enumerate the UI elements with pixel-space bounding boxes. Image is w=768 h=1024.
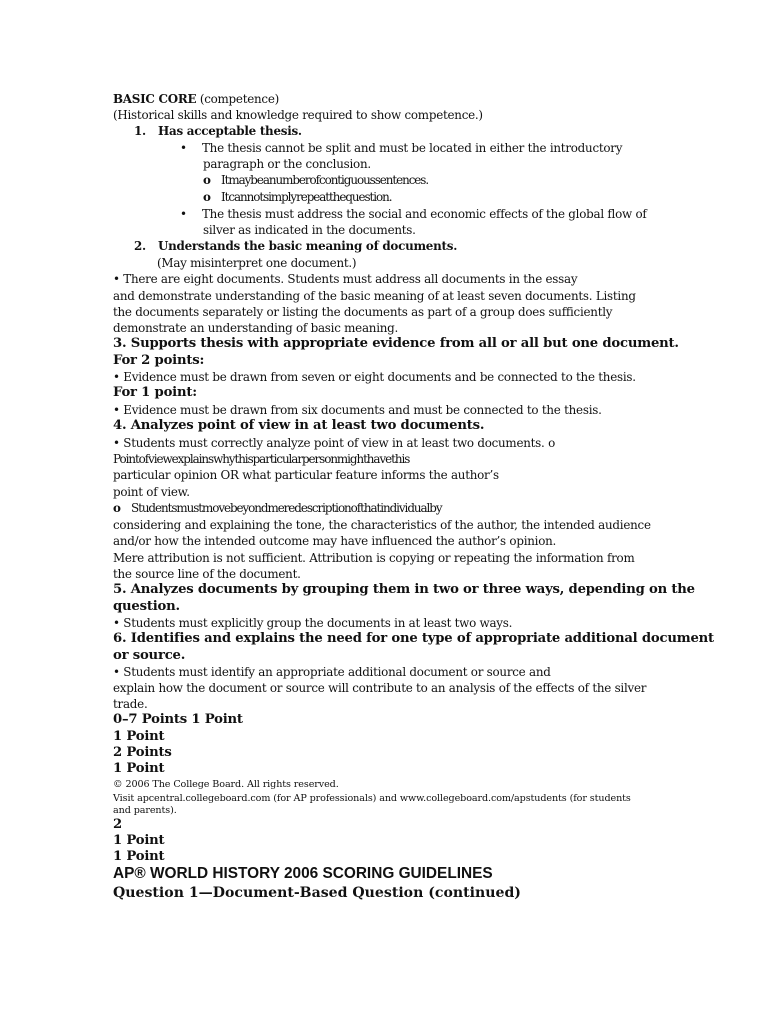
points-line-5: 1 Point: [113, 833, 165, 848]
item-4-title: 4. Analyzes point of view in at least two documents.: [113, 418, 485, 433]
item-1-title: Has acceptable thesis.: [158, 124, 302, 138]
item-4-line-4: point of view.: [113, 485, 190, 499]
item-3-two-points-label: For 2 points:: [113, 353, 205, 368]
visit-line-1: Visit apcentral.collegeboard.com (for AP professionals) and www.collegeboard.com/apstudents (for students: [113, 793, 631, 804]
points-line-3: 2 Points: [113, 745, 172, 760]
basic-core-heading: [113, 91, 279, 107]
item-4-line-3: particular opinion OR what particular feature informs the author’s: [113, 468, 499, 482]
item-4-line-9: the source line of the document.: [113, 567, 301, 581]
item-1-bullet-b: [180, 206, 647, 222]
visit-line-2: and parents).: [113, 805, 177, 816]
item-4-line-6: considering and explaining the tone, the characteristics of the author, the intended audience: [113, 518, 651, 532]
circle-bullet-icon: o: [203, 173, 210, 187]
circle-bullet-icon: o: [113, 501, 120, 515]
item-5-title-line-1: 5. Analyzes documents by grouping them in two or three ways, depending on the: [113, 582, 695, 597]
item-1-sub-bullet-1: [203, 172, 428, 188]
item-1-sub-bullet-1-text: Itmaybeanumberofcontiguoussentences.: [221, 173, 429, 187]
item-6-title-line-2: or source.: [113, 648, 186, 663]
item-3-title: 3. Supports thesis with appropriate evidence from all or all but one document.: [113, 336, 679, 351]
item-4-line-7: and/or how the intended outcome may have influenced the author’s opinion.: [113, 534, 557, 548]
item-6-text-line-3: trade.: [113, 697, 148, 711]
scoring-guidelines-heading: AP® WORLD HISTORY 2006 SCORING GUIDELINES: [113, 865, 493, 882]
item-6-text-line-2: explain how the document or source will contribute to an analysis of the effects of the silver: [113, 681, 647, 695]
item-1-heading: [134, 123, 302, 139]
item-5-title-line-2: question.: [113, 599, 180, 614]
copyright-line: © 2006 The College Board. All rights reserved.: [113, 779, 339, 790]
item-2-text-line-2: and demonstrate understanding of the basic meaning of at least seven documents. Listing: [113, 289, 636, 303]
item-1-bullet-b-line-1: The thesis must address the social and economic effects of the global flow of: [202, 207, 647, 221]
bullet-icon: •: [180, 141, 187, 155]
item-2-title: Understands the basic meaning of documents.: [158, 239, 458, 253]
item-2-heading: [134, 238, 457, 254]
circle-bullet-icon: o: [203, 190, 210, 204]
item-2-note: (May misinterpret one document.): [157, 256, 357, 270]
item-1-bullet-a-line-2: paragraph or the conclusion.: [203, 157, 371, 171]
item-6-text-line-1: • Students must identify an appropriate additional document or source and: [113, 665, 551, 679]
item-4-line-1: • Students must correctly analyze point of view in at least two documents. o: [113, 436, 556, 450]
item-2-number: 2.: [134, 239, 146, 253]
item-1-sub-bullet-2: [203, 189, 392, 205]
bullet-icon: •: [180, 207, 187, 221]
item-4-line-2: Pointofviewexplainswhythisparticularpersonmighthavethis: [113, 452, 410, 466]
item-6-title-line-1: 6. Identifies and explains the need for one type of appropriate additional document: [113, 631, 714, 646]
points-line-6: 1 Point: [113, 849, 165, 864]
item-3-one-point-label: For 1 point:: [113, 385, 197, 400]
item-2-text-line-1: • There are eight documents. Students must address all documents in the essay: [113, 272, 578, 286]
points-line-4: 1 Point: [113, 761, 165, 776]
item-2-text-line-3: the documents separately or listing the documents as part of a group does sufficiently: [113, 305, 613, 319]
item-4-line-5: [113, 500, 442, 516]
points-line-1: 0–7 Points 1 Point: [113, 712, 243, 727]
item-3-one-point-text: • Evidence must be drawn from six documents and must be connected to the thesis.: [113, 403, 602, 417]
item-1-number: 1.: [134, 124, 146, 138]
page-number: 2: [113, 817, 122, 832]
item-5-text: • Students must explicitly group the documents in at least two ways.: [113, 616, 513, 630]
item-2-text-line-4: demonstrate an understanding of basic meaning.: [113, 321, 399, 335]
item-3-two-points-text: • Evidence must be drawn from seven or eight documents and be connected to the thesis.: [113, 370, 636, 384]
item-1-sub-bullet-2-text: Itcannotsimplyrepeatthequestion.: [221, 190, 392, 204]
item-4-line-8: Mere attribution is not sufficient. Attribution is copying or repeating the information from: [113, 551, 635, 565]
item-1-bullet-a: [180, 140, 622, 156]
basic-core-description: (Historical skills and knowledge required to show competence.): [113, 108, 483, 122]
item-4-line-5-text: Studentsmustmovebeyondmeredescriptionofthatindividualby: [131, 501, 442, 515]
points-line-2: 1 Point: [113, 729, 165, 744]
basic-core-title: BASIC CORE: [113, 92, 197, 106]
basic-core-subtitle: (competence): [196, 92, 280, 106]
question-subheading: Question 1—Document-Based Question (continued): [113, 885, 521, 901]
item-1-bullet-a-line-1: The thesis cannot be split and must be located in either the introductory: [202, 141, 623, 155]
item-1-bullet-b-line-2: silver as indicated in the documents.: [203, 223, 416, 237]
